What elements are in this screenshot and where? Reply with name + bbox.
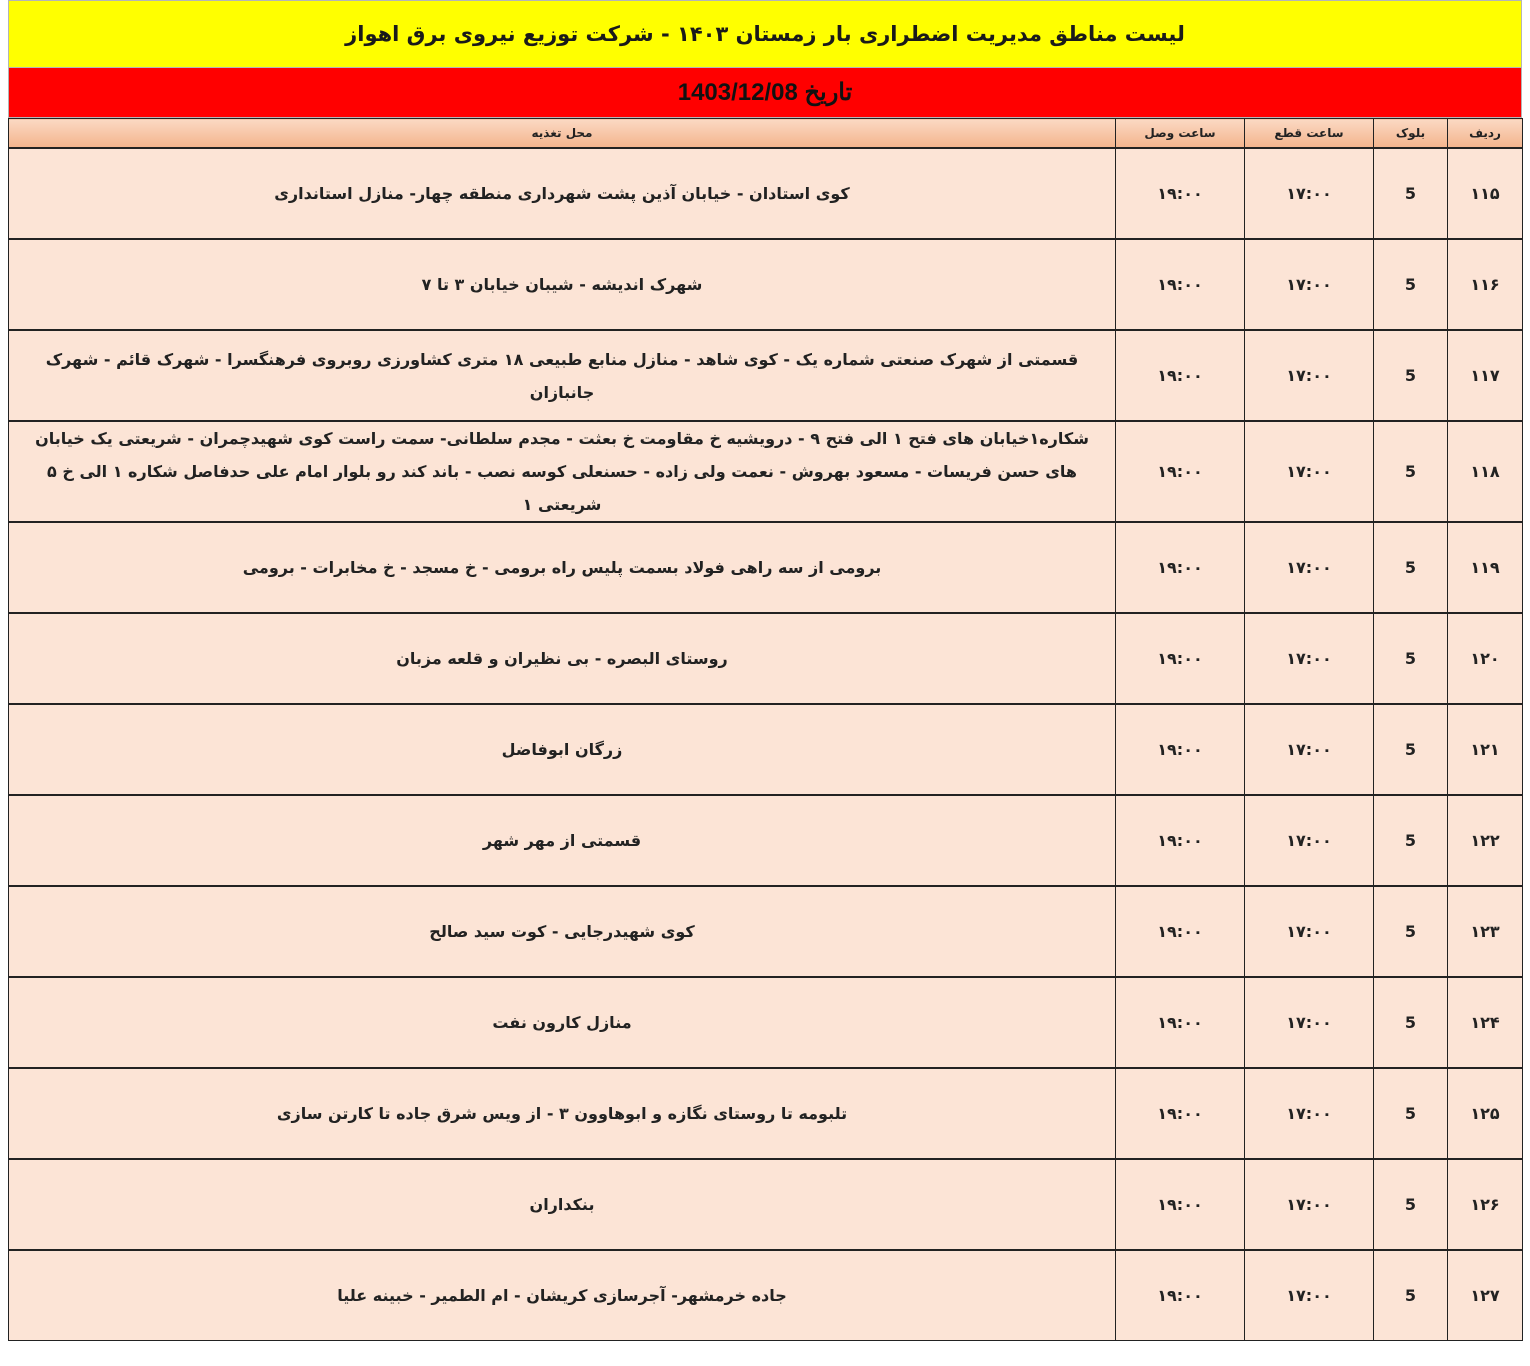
cell-area: شکاره۱خیابان های فتح ۱ الی فتح ۹ - درویشیه خ مقاومت خ بعثت - مجدم سلطانی- سمت راست کوی شهیدچمران - شریعتی یک خیابان های حسن فریسات - مسعود بهروش - نعمت ولی زاده - حسنعلی کوسه نصب - باند کند رو بلوار امام علی حدفاصل شکاره ۱ الی خ ۵ شریعتی ۱ [9,421,1116,522]
table-row [9,330,1523,421]
cell-connect-time: ۱۹:۰۰ [1116,1159,1245,1250]
cell-connect-time: ۱۹:۰۰ [1116,522,1245,613]
table-row [9,1068,1523,1159]
cell-block: 5 [1374,239,1448,330]
cell-row-no: ۱۱۹ [1448,522,1523,613]
table-row [9,977,1523,1068]
cell-connect-time: ۱۹:۰۰ [1116,886,1245,977]
cell-cut-time: ۱۷:۰۰ [1245,239,1374,330]
cell-connect-time: ۱۹:۰۰ [1116,613,1245,704]
cell-block: 5 [1374,330,1448,421]
cell-cut-time: ۱۷:۰۰ [1245,1250,1374,1341]
table-row [9,421,1523,522]
cell-connect-time: ۱۹:۰۰ [1116,795,1245,886]
cell-row-no: ۱۲۰ [1448,613,1523,704]
table-row [9,148,1523,239]
table-row [9,795,1523,886]
cell-block: 5 [1374,977,1448,1068]
cell-area: بنکداران [9,1159,1116,1250]
cell-cut-time: ۱۷:۰۰ [1245,795,1374,886]
cell-cut-time: ۱۷:۰۰ [1245,613,1374,704]
cell-block: 5 [1374,148,1448,239]
cell-cut-time: ۱۷:۰۰ [1245,704,1374,795]
cell-block: 5 [1374,795,1448,886]
cell-area: تلبومه تا روستای نگازه و ابوهاوون ۳ - از ویس شرق جاده تا کارتن سازی [9,1068,1116,1159]
cell-area: قسمتی از مهر شهر [9,795,1116,886]
cell-row-no: ۱۲۵ [1448,1068,1523,1159]
cell-row-no: ۱۲۴ [1448,977,1523,1068]
cell-block: 5 [1374,421,1448,522]
table-row [9,886,1523,977]
cell-block: 5 [1374,522,1448,613]
cell-block: 5 [1374,1068,1448,1159]
col-header-row-no: ردیف [1448,119,1523,149]
cell-area: کوی شهیدرجایی - کوت سید صالح [9,886,1116,977]
col-header-cut-time: ساعت قطع [1245,119,1374,149]
cell-row-no: ۱۲۱ [1448,704,1523,795]
cell-connect-time: ۱۹:۰۰ [1116,977,1245,1068]
cell-connect-time: ۱۹:۰۰ [1116,704,1245,795]
cell-area: روستای البصره - بی نظیران و قلعه مزبان [9,613,1116,704]
cell-area: برومی از سه راهی فولاد بسمت پلیس راه برومی - خ مسجد - خ مخابرات - برومی [9,522,1116,613]
cell-cut-time: ۱۷:۰۰ [1245,330,1374,421]
cell-cut-time: ۱۷:۰۰ [1245,522,1374,613]
cell-row-no: ۱۲۶ [1448,1159,1523,1250]
outage-table [8,118,1523,1341]
col-header-block: بلوک [1374,119,1448,149]
cell-cut-time: ۱۷:۰۰ [1245,421,1374,522]
cell-row-no: ۱۲۲ [1448,795,1523,886]
cell-row-no: ۱۲۷ [1448,1250,1523,1341]
cell-row-no: ۱۱۶ [1448,239,1523,330]
date-banner: تاریخ 1403/12/08 [8,68,1522,118]
cell-area: زرگان ابوفاضل [9,704,1116,795]
cell-block: 5 [1374,704,1448,795]
cell-area: جاده خرمشهر- آجرسازی کریشان - ام الطمیر - خبینه علیا [9,1250,1116,1341]
cell-row-no: ۱۱۷ [1448,330,1523,421]
cell-row-no: ۱۱۵ [1448,148,1523,239]
table-row [9,613,1523,704]
outage-sheet [8,0,1522,1341]
cell-connect-time: ۱۹:۰۰ [1116,330,1245,421]
table-row [9,704,1523,795]
cell-area: قسمتی از شهرک صنعتی شماره یک - کوی شاهد - منازل منابع طبیعی ۱۸ متری کشاورزی روبروی فرهنگسرا - شهرک قائم - شهرک جانبازان [9,330,1116,421]
cell-block: 5 [1374,613,1448,704]
table-row [9,239,1523,330]
cell-area: منازل کارون نفت [9,977,1116,1068]
cell-block: 5 [1374,1159,1448,1250]
cell-connect-time: ۱۹:۰۰ [1116,1068,1245,1159]
cell-cut-time: ۱۷:۰۰ [1245,977,1374,1068]
cell-row-no: ۱۲۳ [1448,886,1523,977]
page-title: لیست مناطق مدیریت اضطراری بار زمستان ۱۴۰۳ - شرکت توزیع نیروی برق اهواز [8,0,1522,68]
cell-connect-time: ۱۹:۰۰ [1116,421,1245,522]
col-header-connect-time: ساعت وصل [1116,119,1245,149]
cell-area: شهرک اندیشه - شیبان خیابان ۳ تا ۷ [9,239,1116,330]
cell-cut-time: ۱۷:۰۰ [1245,886,1374,977]
cell-connect-time: ۱۹:۰۰ [1116,239,1245,330]
cell-block: 5 [1374,1250,1448,1341]
cell-cut-time: ۱۷:۰۰ [1245,1159,1374,1250]
cell-connect-time: ۱۹:۰۰ [1116,1250,1245,1341]
cell-cut-time: ۱۷:۰۰ [1245,1068,1374,1159]
cell-block: 5 [1374,886,1448,977]
table-row [9,1250,1523,1341]
table-row [9,1159,1523,1250]
cell-connect-time: ۱۹:۰۰ [1116,148,1245,239]
cell-area: کوی استادان - خیابان آذین پشت شهرداری منطقه چهار- منازل استانداری [9,148,1116,239]
cell-row-no: ۱۱۸ [1448,421,1523,522]
table-row [9,522,1523,613]
col-header-area: محل تغذیه [9,119,1116,149]
table-header-row [9,119,1523,149]
cell-cut-time: ۱۷:۰۰ [1245,148,1374,239]
